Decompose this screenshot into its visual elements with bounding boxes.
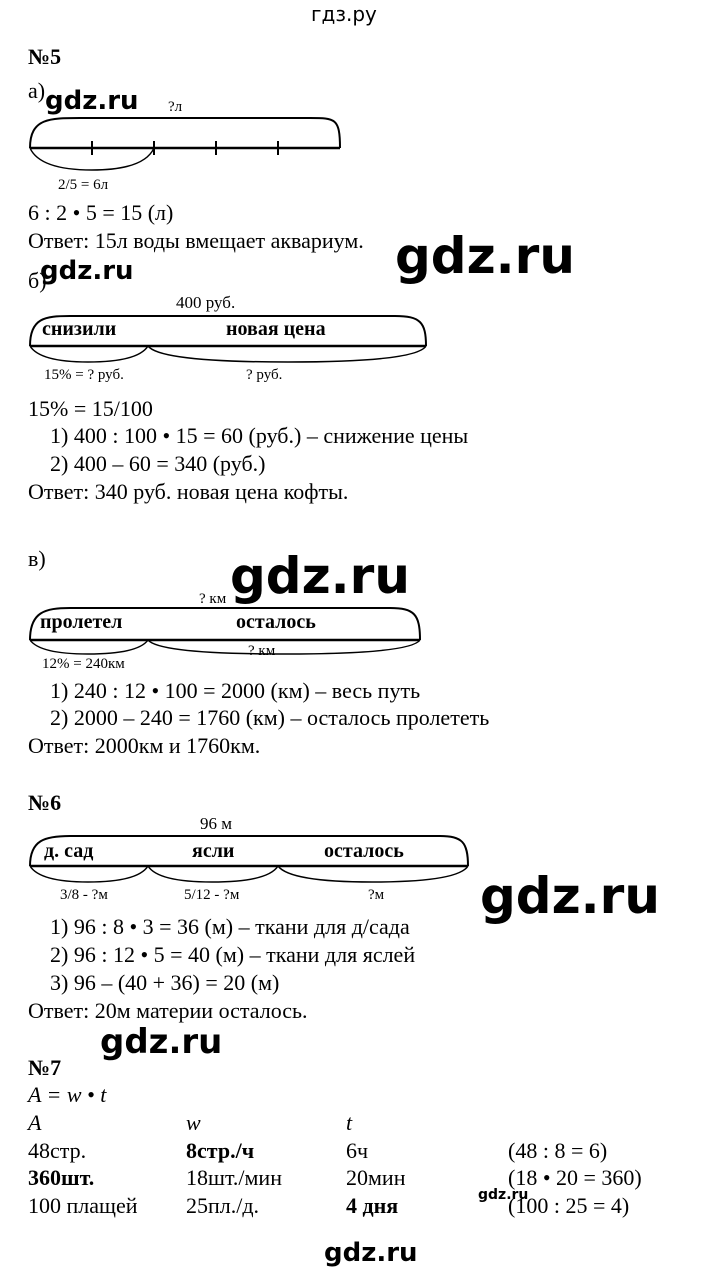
task5a-calc: 6 : 2 • 5 = 15 (л) (28, 200, 174, 225)
task5b-line1: 1) 400 : 100 • 15 = 60 (руб.) – снижение цены (50, 423, 469, 448)
task7-row3-calc: (100 : 25 = 4) (508, 1193, 630, 1218)
task5b-answer: Ответ: 340 руб. новая цена кофты. (28, 479, 349, 504)
watermark: gdz.ru (40, 256, 134, 286)
watermark: gdz.ru (480, 867, 660, 925)
task7-row3-t: 4 дня (346, 1193, 399, 1218)
task5c-bottom1: 12% = 240км (42, 656, 125, 672)
task5c-line2: 2) 2000 – 240 = 1760 (км) – осталось пролететь (50, 705, 490, 730)
task7-row2-w: 18шт./мин (186, 1165, 282, 1190)
task7-row3-a: 100 плащей (28, 1193, 138, 1218)
task7-formula: A = w • t (28, 1082, 107, 1107)
watermark: gdz.ru (100, 1022, 223, 1062)
task5c-line1: 1) 240 : 12 • 100 = 2000 (км) – весь путь (50, 678, 421, 703)
task7-row2-a: 360шт. (28, 1165, 95, 1190)
task6-bottom2: 5/12 - ?м (184, 887, 240, 903)
task6-bottom1: 3/8 - ?м (60, 887, 108, 903)
task5b-line0: 15% = 15/100 (28, 396, 153, 421)
task5-title: №5 (28, 44, 62, 69)
task5b-seg2: новая цена (226, 318, 326, 340)
task6-bottom3: ?м (368, 887, 385, 903)
task5b-line2: 2) 400 – 60 = 340 (руб.) (50, 451, 266, 476)
task7-row1-calc: (48 : 8 = 6) (508, 1138, 608, 1163)
watermark: gdz.ru (230, 547, 410, 605)
task5c-bottom2: ? км (248, 643, 276, 659)
task5a-top-label: ?л (168, 99, 183, 115)
task7-row2-calc: (18 • 20 = 360) (508, 1165, 642, 1190)
task5c-seg1: пролетел (40, 611, 123, 633)
task7-header-a: A (28, 1110, 42, 1135)
task6-line3: 3) 96 – (40 + 36) = 20 (м) (50, 970, 280, 995)
task5c-top-label: ? км (199, 591, 227, 607)
task5b-label: б) (28, 268, 47, 293)
task7-title: №7 (28, 1055, 62, 1080)
watermark: gdz.ru (324, 1238, 418, 1268)
task6-seg3: осталось (324, 840, 404, 862)
task7-header-t: t (346, 1110, 353, 1135)
task6-seg1: д. сад (44, 840, 94, 862)
task7-row1-w: 8стр./ч (186, 1138, 255, 1163)
task5b-top-label: 400 руб. (176, 293, 236, 312)
task6-answer: Ответ: 20м материи осталось. (28, 998, 308, 1023)
task5b-bottom2: ? руб. (246, 367, 283, 383)
watermark: gdz.ru (395, 227, 575, 285)
site-header: гдз.ру (311, 2, 377, 26)
task7-row1-t: 6ч (346, 1138, 369, 1163)
task7-header-w: w (186, 1110, 201, 1135)
task6-seg2: ясли (192, 840, 235, 862)
task6-top-label: 96 м (200, 814, 233, 833)
task5b-seg1: снизили (42, 318, 117, 340)
task5c-seg2: осталось (236, 611, 316, 633)
task5a-bottom-label: 2/5 = 6л (58, 177, 109, 193)
task6-line2: 2) 96 : 12 • 5 = 40 (м) – ткани для яслей (50, 942, 416, 967)
task5c-answer: Ответ: 2000км и 1760км. (28, 733, 261, 758)
task5b-bottom1: 15% = ? руб. (44, 367, 124, 383)
task5a-answer: Ответ: 15л воды вмещает аквариум. (28, 228, 364, 253)
watermark: gdz.ru (45, 86, 139, 116)
task7-row1-a: 48стр. (28, 1138, 87, 1163)
task6-title: №6 (28, 790, 62, 815)
task5a-label: а) (28, 78, 46, 103)
task5c-label: в) (28, 546, 46, 571)
task7-row3-w: 25пл./д. (186, 1193, 260, 1218)
watermark: gdz.ru (478, 1187, 529, 1203)
task7-row2-t: 20мин (346, 1165, 406, 1190)
task6-line1: 1) 96 : 8 • 3 = 36 (м) – ткани для д/сада (50, 914, 410, 939)
